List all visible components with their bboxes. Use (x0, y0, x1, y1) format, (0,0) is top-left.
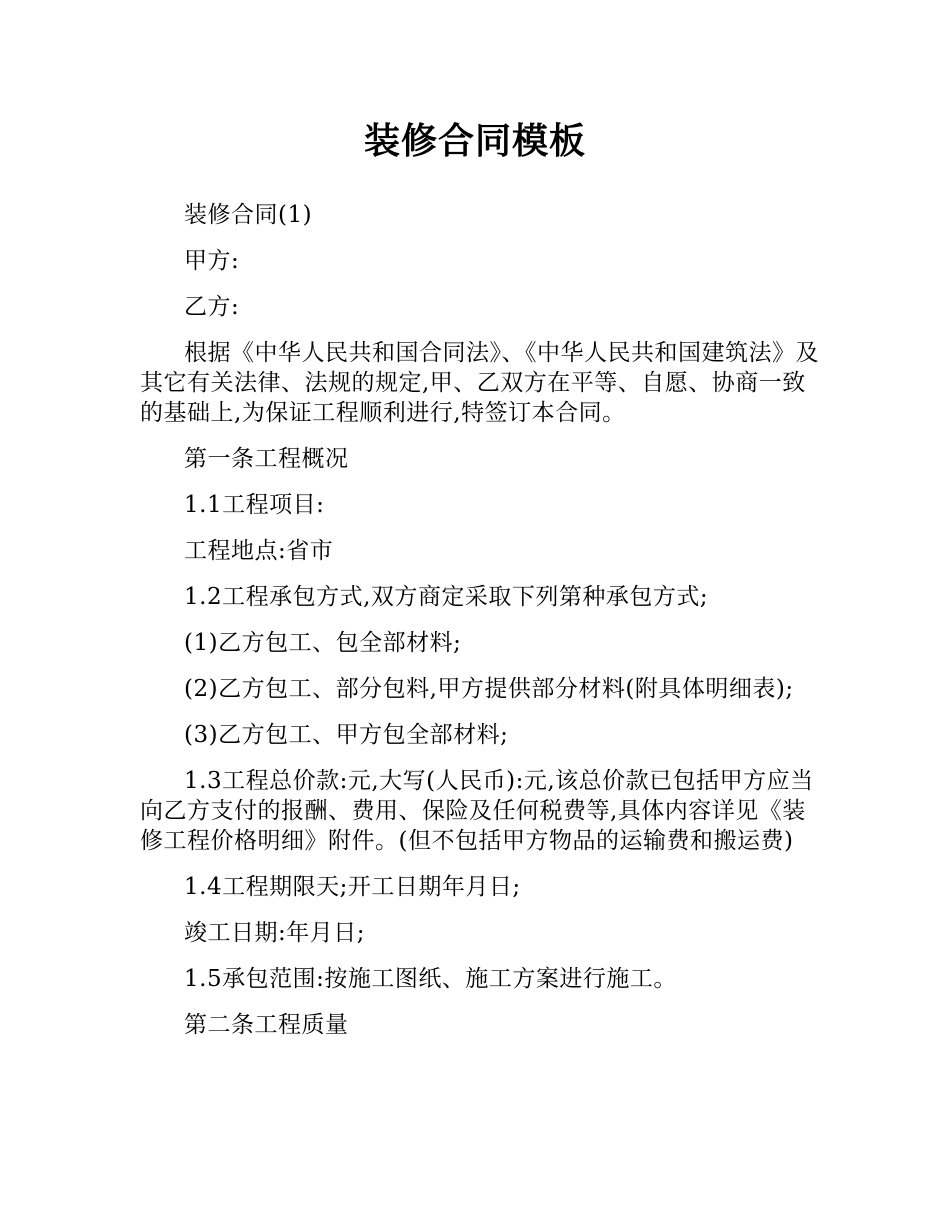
paragraph-1-2: 1.2工程承包方式,双方商定采取下列第种承包方式; (184, 584, 709, 610)
heading-article-2: 第二条工程质量 (184, 1012, 349, 1038)
paragraph-location: 工程地点:省市 (184, 538, 334, 564)
paragraph-preamble: 根据《中华人民共和国合同法》、《中华人民共和国建筑法》及其它有关法律、法规的规定,甲、乙双方在平等、自愿、协商一致的基础上,为保证工程顺利进行,特签订本合同。 (140, 340, 819, 426)
paragraph-1-1: 1.1工程项目: (184, 492, 325, 518)
paragraph-completion-date: 竣工日期:年月日; (184, 920, 365, 946)
paragraph-option-2: (2)乙方包工、部分包料,甲方提供部分材料(附具体明细表); (184, 676, 794, 702)
paragraph-contract-subtitle: 装修合同(1) (184, 202, 313, 228)
heading-article-1: 第一条工程概况 (184, 446, 349, 472)
paragraph-option-3: (3)乙方包工、甲方包全部材料; (184, 722, 509, 748)
document-body (140, 200, 820, 1056)
paragraph-party-b: 乙方: (184, 294, 240, 320)
paragraph-1-4: 1.4工程期限天;开工日期年月日; (184, 874, 521, 900)
paragraph-1-3: 1.3工程总价款:元,大写(人民币):元,该总价款已包括甲方应当向乙方支付的报酬、费用、保险及任何税费等,具体内容详见《装修工程价格明细》附件。(但不包括甲方物品的运输费和搬运费) (140, 768, 814, 854)
document-title: 装修合同模板 (363, 121, 586, 162)
paragraph-party-a: 甲方: (184, 248, 240, 274)
paragraph-option-1: (1)乙方包工、包全部材料; (184, 630, 462, 656)
paragraph-1-5: 1.5承包范围:按施工图纸、施工方案进行施工。 (184, 966, 677, 992)
